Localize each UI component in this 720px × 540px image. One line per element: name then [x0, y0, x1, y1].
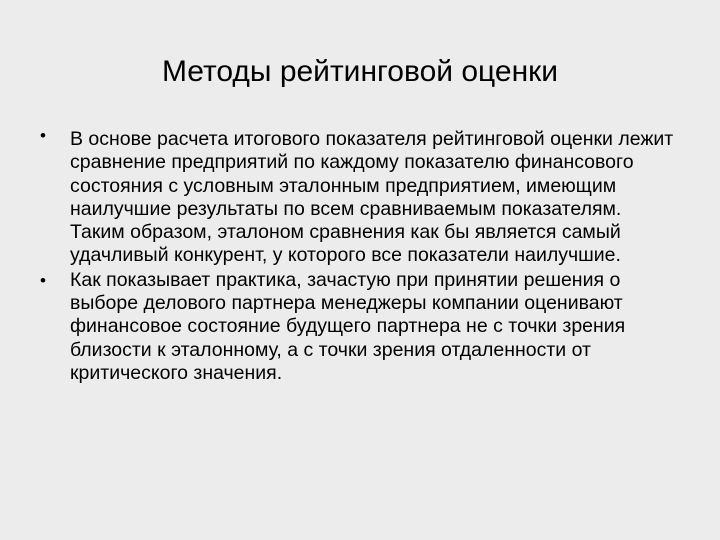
- bullet-icon: •: [40, 270, 46, 290]
- bullet-icon: •: [40, 126, 46, 145]
- bullet-item: [38, 128, 678, 268]
- bullet-item: [38, 269, 678, 385]
- bullet-text: В основе расчета итогового показателя рейтинговой оценки лежит сравнение предприятий по каждому показателю финансового состояния с условным эталонным предприятием, имеющим наилучшие результаты по всем сравниваемым показателям. Таким образом, эталоном сравнения как бы является самый удачливый конкурент, у которого все показатели наилучшие.: [70, 128, 674, 267]
- slide-title: Методы рейтинговой оценки: [161, 55, 559, 88]
- bullet-text: Как показывает практика, зачастую при принятии решения о выборе делового партнера менеджеры компании оценивают финансовое состояние будущего партнера не с точки зрения близости к эталонному, а с точки зрения отдаленности от критического значения.: [70, 268, 626, 384]
- bullet-list: [38, 128, 678, 386]
